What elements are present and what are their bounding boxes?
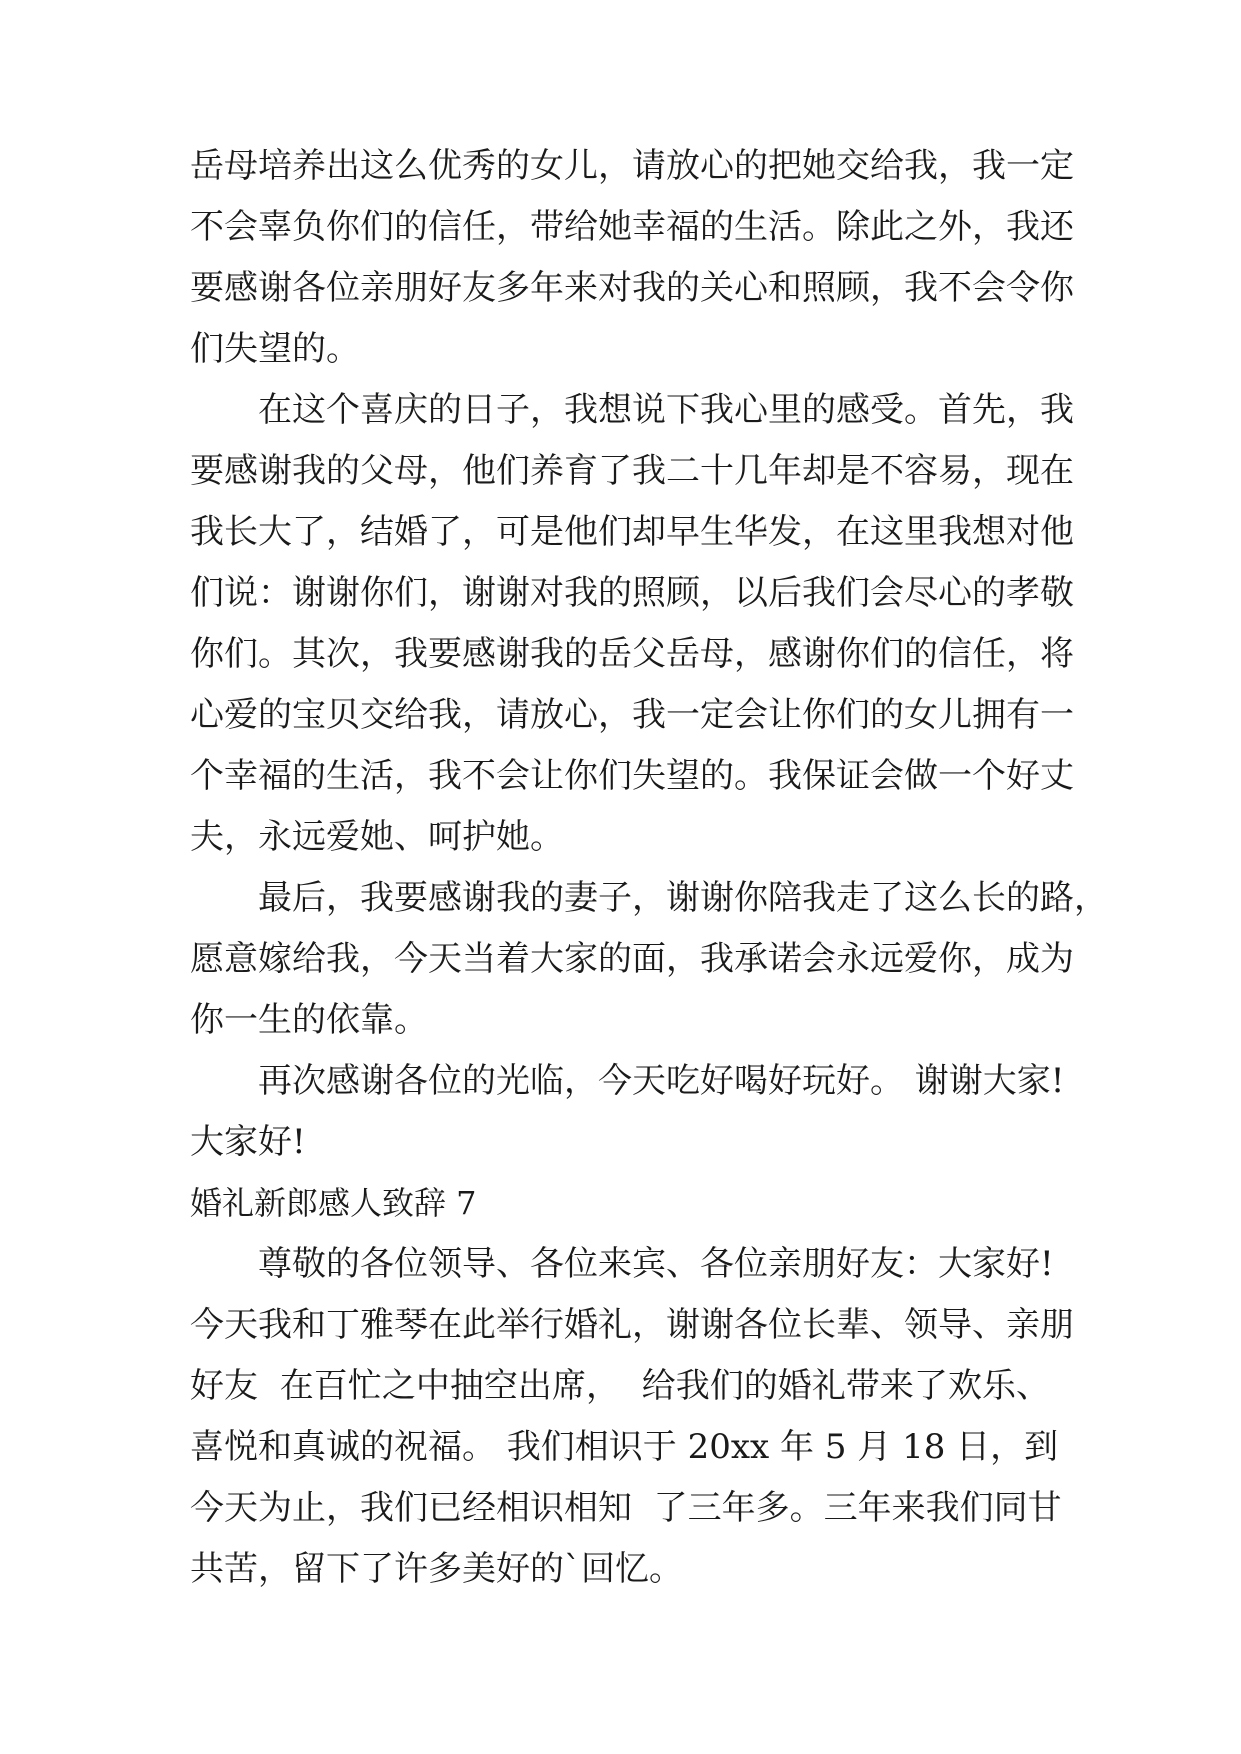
text-line: 个幸福的生活，我不会让你们失望的。我保证会做一个好丈	[190, 756, 1074, 796]
section-heading: 婚礼新郎感人致辞 7	[190, 1184, 477, 1222]
text-line: 们失望的。	[190, 329, 360, 369]
text-line: 大家好!	[190, 1122, 306, 1162]
text-line: 今天我和丁雅琴在此举行婚礼，谢谢各位长辈、领导、亲朋	[190, 1305, 1074, 1345]
text-line: 夫，永远爱她、呵护她。	[190, 817, 564, 857]
text-line: 你们。其次，我要感谢我的岳父岳母，感谢你们的信任，将	[190, 634, 1074, 674]
text-line: 好友 在百忙之中抽空出席， 给我们的婚礼带来了欢乐、	[190, 1366, 1050, 1406]
text-line: 今天为止，我们已经相识相知 了三年多。三年来我们同甘	[190, 1488, 1062, 1528]
text-line: 要感谢我的父母，他们养育了我二十几年却是不容易，现在	[190, 451, 1074, 491]
text-line: 岳母培养出这么优秀的女儿，请放心的把她交给我，我一定	[190, 146, 1074, 186]
text-line: 喜悦和真诚的祝福。 我们相识于 20xx 年 5 月 18 日，到	[190, 1427, 1059, 1467]
text-line: 们说：谢谢你们，谢谢对我的照顾，以后我们会尽心的孝敬	[190, 573, 1074, 613]
text-line: 不会辜负你们的信任，带给她幸福的生活。除此之外，我还	[190, 207, 1074, 247]
text-line: 心爱的宝贝交给我，请放心，我一定会让你们的女儿拥有一	[190, 695, 1074, 735]
text-line: 我长大了，结婚了，可是他们却早生华发，在这里我想对他	[190, 512, 1074, 552]
paragraph-first-line: 最后，我要感谢我的妻子，谢谢你陪我走了这么长的路，	[258, 878, 1108, 918]
text-line: 愿意嫁给我，今天当着大家的面，我承诺会永远爱你，成为	[190, 939, 1074, 979]
paragraph-first-line: 在这个喜庆的日子，我想说下我心里的感受。首先，我	[258, 390, 1074, 430]
text-line: 你一生的依靠。	[190, 1000, 428, 1040]
paragraph-first-line: 再次感谢各位的光临，今天吃好喝好玩好。 谢谢大家!	[258, 1061, 1065, 1101]
paragraph-first-line: 尊敬的各位领导、各位来宾、各位亲朋好友：大家好!	[258, 1244, 1054, 1284]
text-line: 共苦，留下了许多美好的`回忆。	[190, 1549, 683, 1589]
text-line: 要感谢各位亲朋好友多年来对我的关心和照顾，我不会令你	[190, 268, 1074, 308]
